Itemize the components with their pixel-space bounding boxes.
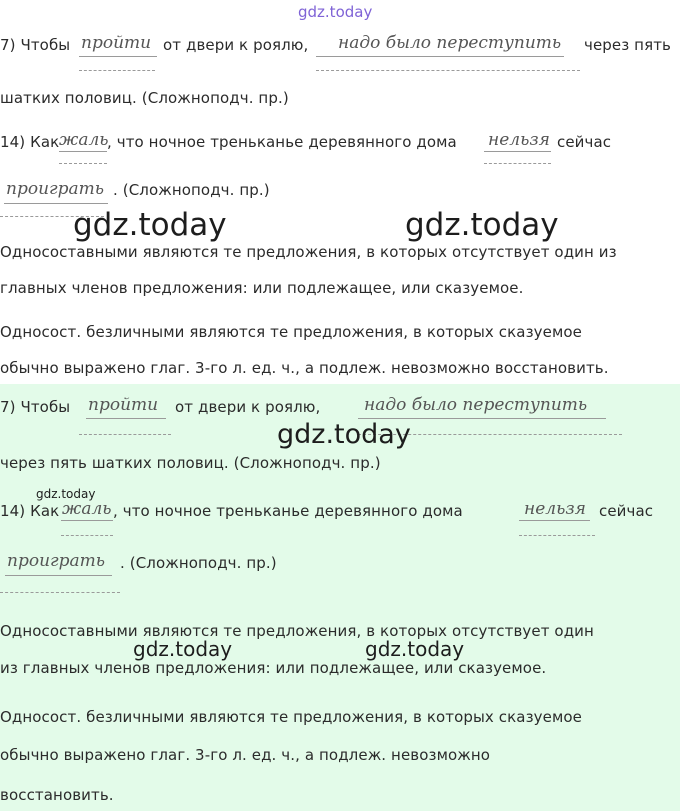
paragraph-1-line-2: главных членов предложения: или подлежащее, или сказуемое. — [0, 279, 524, 297]
handwritten-word-proyti: пройти — [88, 395, 159, 415]
handwritten-phrase: надо было переступить — [338, 33, 562, 53]
green-paragraph-1-line-2: из главных членов предложения: или подлежащее, или сказуемое. — [0, 659, 547, 677]
dash-underline — [484, 163, 551, 164]
watermark-large-right: gdz.today — [405, 207, 559, 243]
dash-underline — [79, 70, 155, 71]
handwritten-phrase: надо было переступить — [364, 395, 588, 415]
underline-predicate — [316, 56, 564, 57]
sentence-7-line2: шатких половиц. (Сложноподч. пр.) — [0, 89, 289, 107]
watermark-large-left: gdz.today — [73, 207, 227, 243]
underline-predicate — [59, 151, 107, 152]
dash-underline — [61, 535, 113, 536]
underline-predicate — [61, 520, 113, 521]
underline-predicate — [86, 418, 166, 419]
green-paragraph-2-line-2: обычно выражено глаг. 3-го л. ед. ч., а подлеж. невозможно — [0, 746, 491, 764]
sentence-14-mid: , что ночное треньканье деревянного дома — [107, 133, 457, 151]
watermark-small: gdz.today — [36, 487, 96, 501]
green-sentence-7-line2: через пять шатких половиц. (Сложноподч. пр.) — [0, 454, 381, 472]
handwritten-word-zhal: жаль — [62, 499, 112, 519]
handwritten-word-proyti: пройти — [81, 33, 152, 53]
dash-underline — [59, 163, 107, 164]
sentence-14-tail: . (Сложноподч. пр.) — [113, 181, 270, 199]
sentence-14-prefix: 14) Как — [0, 133, 60, 151]
handwritten-word-proigrat: проиграть — [6, 179, 104, 199]
paragraph-2-line-1: Односост. безличными являются те предложения, в которых сказуемое — [0, 323, 582, 341]
green-sentence-14-prefix: 14) Как — [0, 502, 60, 520]
dash-underline — [79, 434, 171, 435]
green-paragraph-1-line-1: Односоставными являются те предложения, в которых отсутствует один — [0, 622, 594, 640]
watermark-top: gdz.today — [298, 3, 373, 21]
green-sentence-7-mid: от двери к роялю, — [175, 398, 321, 416]
green-sentence-7-prefix: 7) Чтобы — [0, 398, 71, 416]
underline-predicate — [5, 575, 112, 576]
green-sentence-14-tail: . (Сложноподч. пр.) — [120, 554, 277, 572]
handwritten-word-zhal: жаль — [59, 130, 109, 150]
underline-predicate — [79, 56, 157, 57]
green-sentence-14-suffix: сейчас — [599, 502, 654, 520]
watermark-mid-left: gdz.today — [133, 637, 233, 661]
paragraph-1-line-1: Односоставными являются те предложения, в которых отсутствует один из — [0, 243, 617, 261]
handwritten-word-nelzya: нельзя — [524, 499, 586, 519]
underline-predicate — [519, 520, 590, 521]
dash-underline — [316, 70, 580, 71]
sentence-7-prefix: 7) Чтобы — [0, 36, 71, 54]
sentence-7-mid: от двери к роялю, — [163, 36, 309, 54]
green-sentence-14-mid: , что ночное треньканье деревянного дома — [113, 502, 463, 520]
underline-predicate — [4, 203, 108, 204]
sentence-14-suffix: сейчас — [557, 133, 612, 151]
watermark-mid-right: gdz.today — [365, 637, 465, 661]
handwritten-word-nelzya: нельзя — [488, 130, 550, 150]
dash-underline — [0, 592, 120, 593]
dash-underline — [519, 535, 595, 536]
underline-predicate — [484, 151, 551, 152]
paragraph-2-line-2: обычно выражено глаг. 3-го л. ед. ч., а подлеж. невозможно восстановить. — [0, 359, 609, 377]
watermark-large-center: gdz.today — [277, 419, 411, 450]
handwritten-word-proigrat: проиграть — [7, 551, 105, 571]
green-paragraph-2-line-3: восстановить. — [0, 786, 114, 804]
sentence-7-suffix: через пять — [584, 36, 671, 54]
green-paragraph-2-line-1: Односост. безличными являются те предложения, в которых сказуемое — [0, 708, 582, 726]
